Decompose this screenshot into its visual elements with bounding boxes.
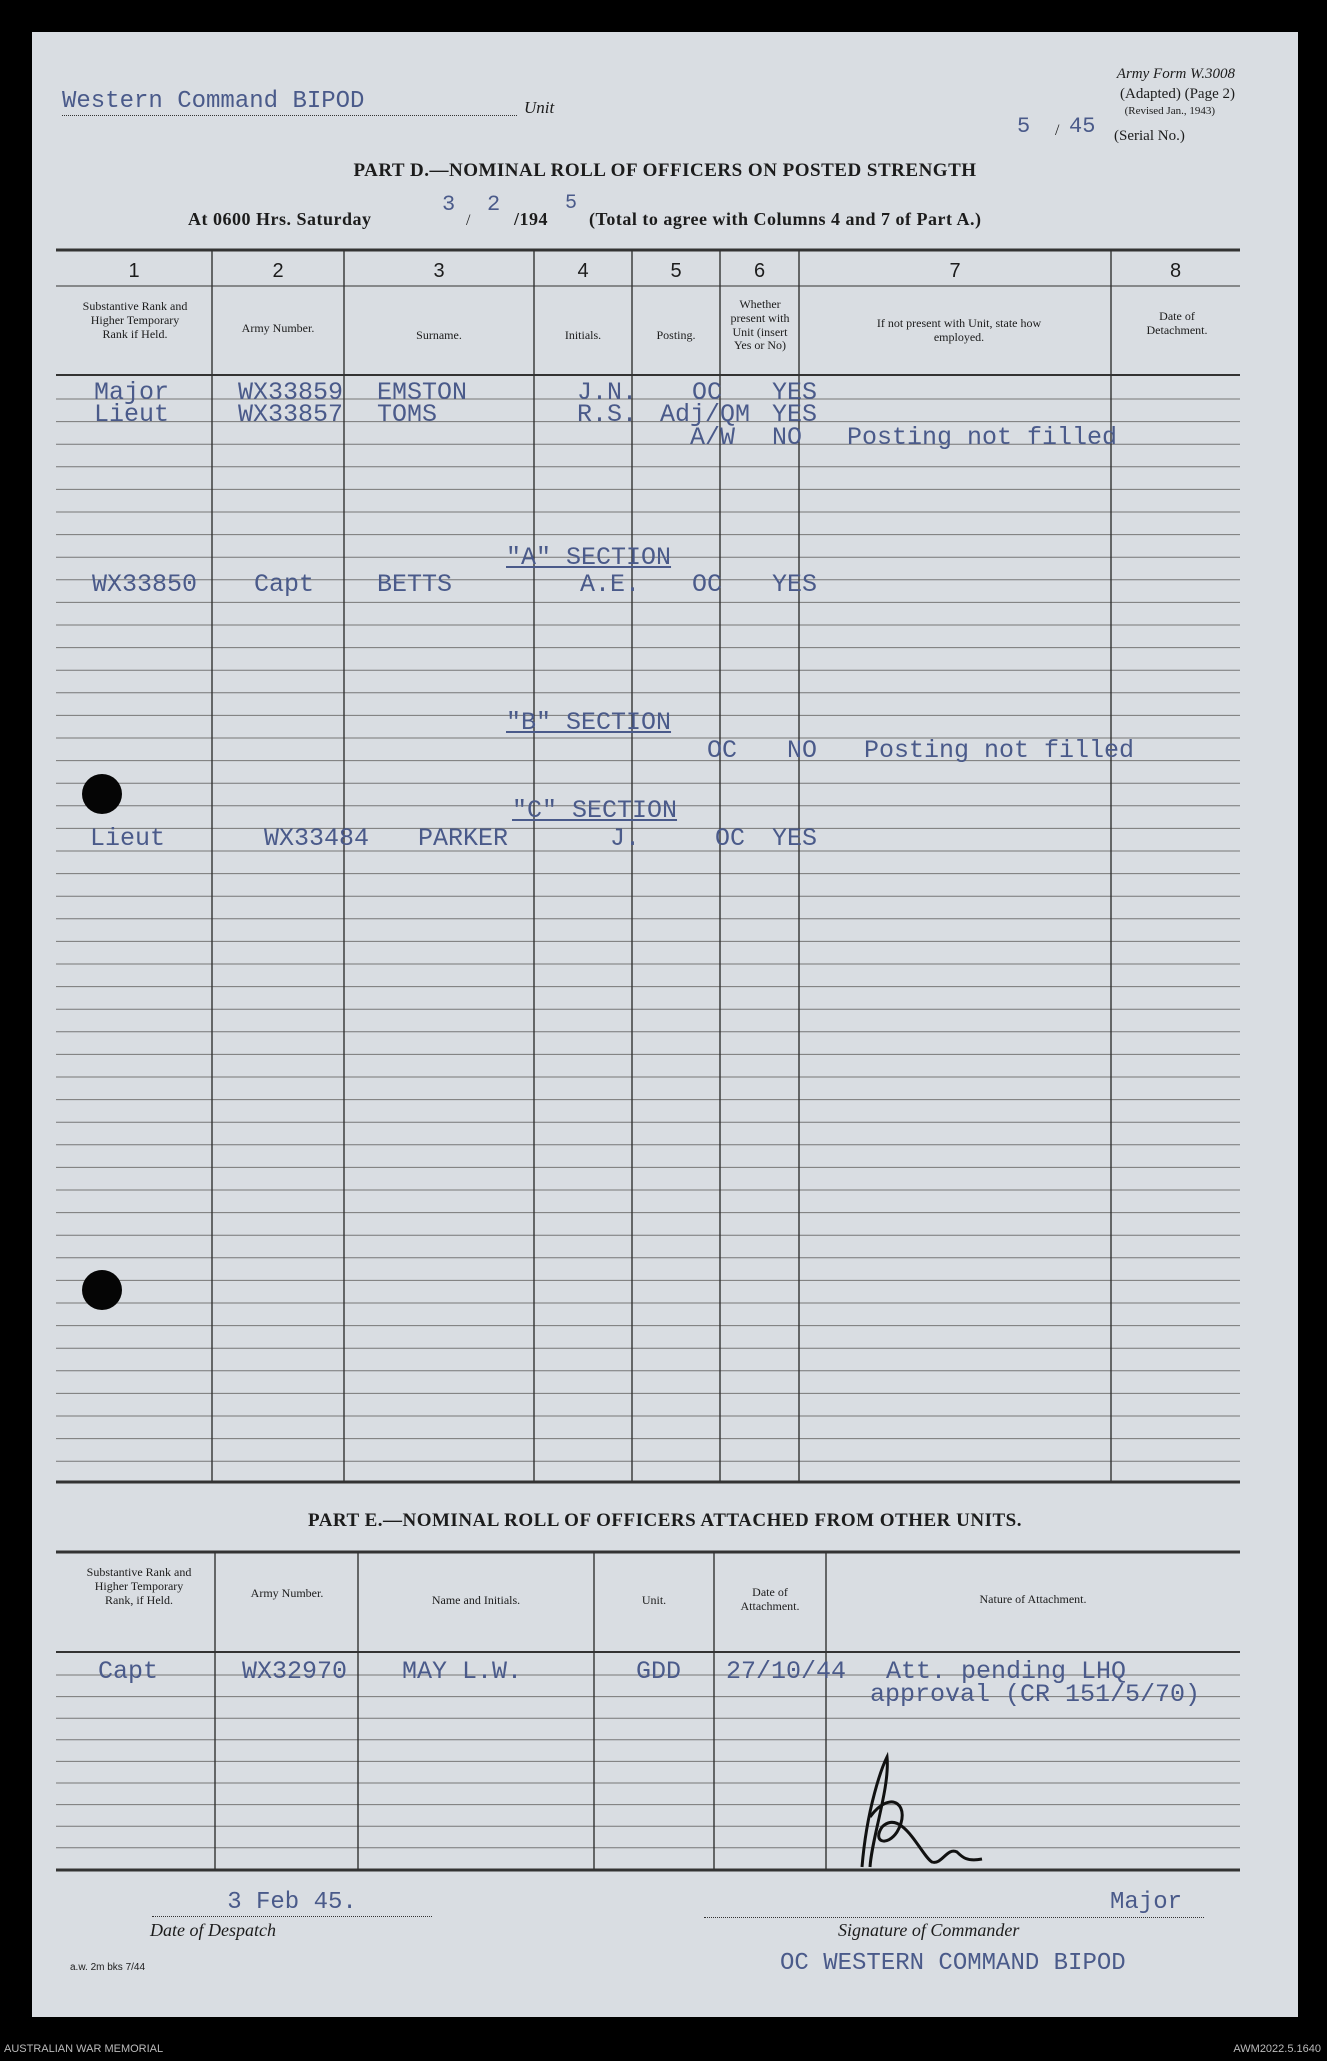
signature-line bbox=[704, 1917, 1204, 1918]
serial-label: (Serial No.) bbox=[1114, 128, 1185, 144]
section-a-posting: OC bbox=[692, 570, 723, 599]
hq-row-2-number: WX33857 bbox=[238, 400, 344, 429]
e-row-1-nature-2: approval (CR 151/5/70) bbox=[870, 1680, 1201, 1709]
col-header-posting: Posting. bbox=[656, 328, 696, 342]
part-d-month: 2 bbox=[487, 192, 501, 217]
part-d-year-prefix: /194 bbox=[514, 209, 549, 229]
section-a-present: YES bbox=[772, 570, 818, 599]
col-num-7: 7 bbox=[949, 260, 961, 282]
part-d-sep1: / bbox=[466, 212, 471, 229]
part-d-title: PART D.—NOMINAL ROLL OF OFFICERS ON POSTED STRENGTH bbox=[353, 160, 977, 181]
despatch-label: Date of Despatch bbox=[150, 1920, 276, 1940]
e-row-1-rank: Capt bbox=[98, 1657, 159, 1686]
hq-row-3-present: NO bbox=[772, 423, 803, 452]
serial-separator: / bbox=[1055, 122, 1060, 139]
part-e-title: PART E.—NOMINAL ROLL OF OFFICERS ATTACHED FROM OTHER UNITS. bbox=[308, 1510, 1022, 1531]
e-row-1-nature-1: Att. pending LHQ bbox=[886, 1657, 1127, 1686]
part-d-day: 3 bbox=[442, 192, 456, 217]
part-d-at-label: At 0600 Hrs. Saturday bbox=[188, 209, 372, 229]
section-b-employed: Posting not filled bbox=[864, 736, 1135, 765]
form-page bbox=[32, 32, 1298, 2017]
section-a-initials: A.E. bbox=[580, 570, 641, 599]
serial-number-a: 5 bbox=[1017, 114, 1031, 139]
section-c-title: "C" SECTION bbox=[512, 796, 678, 825]
hq-row-2-initials: R.S. bbox=[577, 400, 638, 429]
hq-row-1-surname: EMSTON bbox=[377, 378, 468, 407]
form-adapted: (Adapted) (Page 2) bbox=[1120, 86, 1235, 102]
section-c-rank: Lieut bbox=[90, 824, 166, 853]
e-col-header-unit: Unit. bbox=[641, 1593, 667, 1607]
hq-row-1-initials: J.N. bbox=[577, 378, 638, 407]
col-header-present: Whether present with Unit (insert Yes or No) bbox=[730, 297, 790, 353]
col-header-army-number: Army Number. bbox=[241, 321, 315, 335]
section-b-title: "B" SECTION bbox=[506, 708, 672, 737]
hq-row-3-posting: A/W bbox=[690, 423, 736, 452]
signature-label: Signature of Commander bbox=[838, 1920, 1020, 1940]
col-header-rank: Substantive Rank and Higher Temporary Rank if Held. bbox=[82, 299, 188, 341]
e-row-1-name: MAY L.W. bbox=[402, 1657, 523, 1686]
e-row-1-number: WX32970 bbox=[242, 1657, 348, 1686]
hq-row-3-employed: Posting not filled bbox=[847, 423, 1118, 452]
unit-name: Western Command BIPOD bbox=[62, 88, 517, 116]
hq-row-2-present: YES bbox=[772, 400, 818, 429]
col-num-6: 6 bbox=[753, 260, 766, 282]
hq-row-1-number: WX33859 bbox=[238, 378, 344, 407]
e-row-1-date: 27/10/44 bbox=[726, 1657, 847, 1686]
e-row-1-unit: GDD bbox=[636, 1657, 682, 1686]
form-number: Army Form W.3008 bbox=[1116, 66, 1235, 82]
section-c-surname: PARKER bbox=[418, 824, 509, 853]
section-c-initials: J. bbox=[610, 824, 641, 853]
section-a-rank: Capt bbox=[254, 570, 315, 599]
despatch-date: 3 Feb 45. bbox=[152, 1889, 432, 1917]
commander-stamp: OC WESTERN COMMAND BIPOD bbox=[780, 1950, 1126, 1977]
punch-hole-top bbox=[82, 774, 122, 814]
col-header-surname: Surname. bbox=[416, 328, 462, 342]
form-revised: (Revised Jan., 1943) bbox=[1124, 105, 1215, 117]
e-col-header-date: Date of Attachment. bbox=[740, 1585, 800, 1613]
commander-rank: Major bbox=[1110, 1889, 1183, 1916]
printer-code: a.w. 2m bks 7/44 bbox=[70, 1962, 146, 1973]
section-c-number: WX33484 bbox=[264, 824, 370, 853]
col-header-detachment: Date of Detachment. bbox=[1146, 309, 1208, 337]
hq-row-2-posting: Adj/QM bbox=[660, 400, 751, 429]
col-num-3: 3 bbox=[433, 260, 445, 282]
section-b-present: NO bbox=[787, 736, 818, 765]
hq-row-1-present: YES bbox=[772, 378, 818, 407]
section-b-posting: OC bbox=[707, 736, 738, 765]
hq-row-2-surname: TOMS bbox=[377, 400, 438, 429]
e-col-header-rank: Substantive Rank and Higher Temporary Rank, if Held. bbox=[86, 1565, 192, 1607]
footer-left: AUSTRALIAN WAR MEMORIAL bbox=[4, 2043, 164, 2055]
part-d-note: (Total to agree with Columns 4 and 7 of Part A.) bbox=[589, 209, 982, 229]
section-a-number: WX33850 bbox=[92, 570, 198, 599]
commander-signature bbox=[842, 1747, 1042, 1887]
col-header-employed: If not present with Unit, state how employed. bbox=[876, 316, 1042, 344]
e-col-header-nature: Nature of Attachment. bbox=[979, 1592, 1087, 1606]
footer-right: AWM2022.5.1640 bbox=[1233, 2043, 1321, 2055]
col-num-2: 2 bbox=[272, 260, 284, 282]
section-c-posting: OC bbox=[715, 824, 746, 853]
col-num-1: 1 bbox=[128, 260, 140, 282]
section-c-present: YES bbox=[772, 824, 818, 853]
col-num-8: 8 bbox=[1169, 260, 1182, 282]
punch-hole-bottom bbox=[82, 1270, 122, 1310]
e-col-header-army-number: Army Number. bbox=[250, 1586, 324, 1600]
unit-label: Unit bbox=[524, 98, 555, 117]
part-d-year-digit: 5 bbox=[565, 192, 578, 215]
hq-row-1-rank: Major bbox=[94, 378, 170, 407]
col-num-4: 4 bbox=[577, 260, 589, 282]
col-num-5: 5 bbox=[670, 260, 682, 282]
serial-number-b: 45 bbox=[1069, 114, 1096, 139]
section-a-title: "A" SECTION bbox=[506, 543, 672, 572]
hq-row-2-rank: Lieut bbox=[94, 400, 170, 429]
hq-row-1-posting: OC bbox=[692, 378, 723, 407]
e-col-header-name: Name and Initials. bbox=[431, 1593, 521, 1607]
col-header-initials: Initials. bbox=[564, 328, 602, 342]
section-a-surname: BETTS bbox=[377, 570, 453, 599]
